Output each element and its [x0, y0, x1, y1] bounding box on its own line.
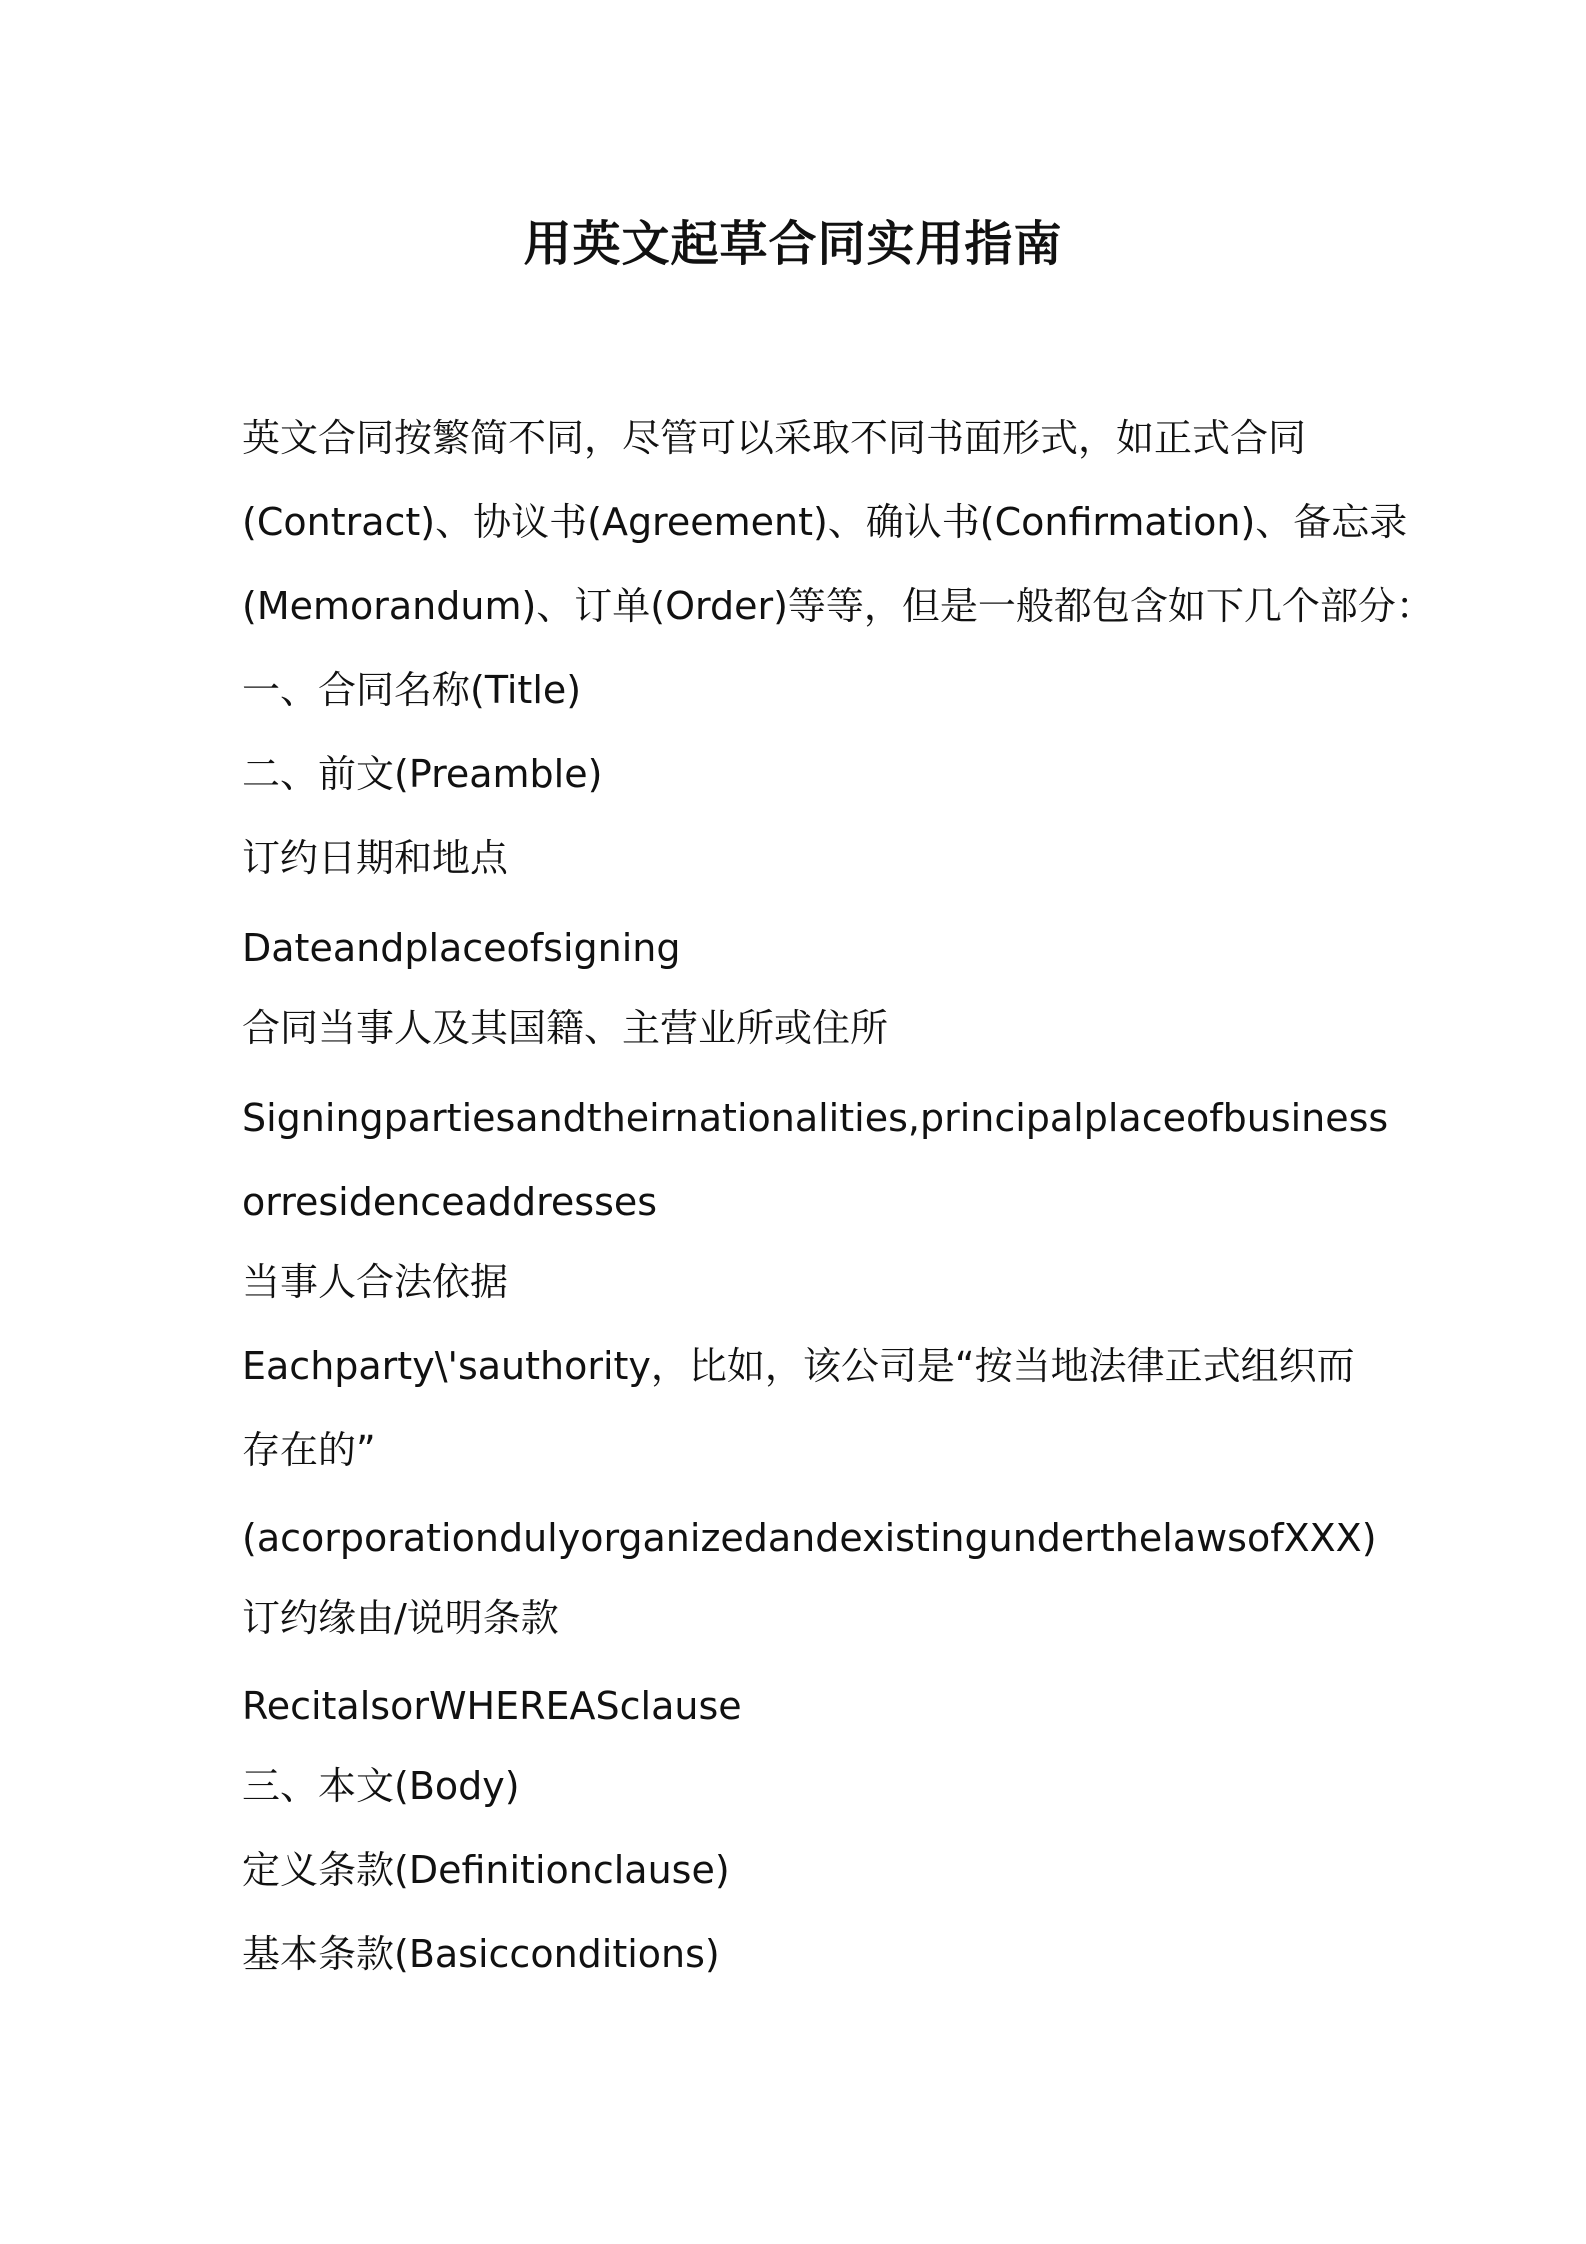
list-item: 基本条款(Basicconditions)	[242, 1932, 720, 1976]
list-item-translation: (acorporationdulyorganizedandexistingunderthelawsofXXX)	[242, 1516, 1377, 1560]
list-item: 定义条款(Definitionclause)	[242, 1848, 730, 1892]
list-item: 合同当事人及其国籍、主营业所或住所	[242, 1006, 889, 1050]
section-heading-title: 一、合同名称(Title)	[242, 668, 582, 712]
list-item-translation: 存在的”	[242, 1428, 376, 1472]
section-heading-body: 三、本文(Body)	[242, 1764, 520, 1808]
list-item: 当事人合法依据	[242, 1260, 509, 1304]
section-heading-preamble: 二、前文(Preamble)	[242, 752, 603, 796]
list-item-translation: Eachparty\'sauthority，比如，该公司是“按当地法律正式组织而	[242, 1344, 1355, 1388]
list-item-translation: RecitalsorWHEREASclause	[242, 1684, 742, 1728]
list-item-translation: orresidenceaddresses	[242, 1180, 658, 1224]
page-title: 用英文起草合同实用指南	[523, 216, 1063, 272]
list-item-translation: Signingpartiesandtheirnationalities,principalplaceofbusiness	[242, 1096, 1389, 1140]
list-item: 订约缘由/说明条款	[242, 1596, 559, 1640]
list-item-translation: Dateandplaceofsigning	[242, 926, 681, 970]
body-paragraph-line: (Contract)、协议书(Agreement)、确认书(Confirmation)、备忘录	[242, 500, 1408, 544]
list-item: 订约日期和地点	[242, 836, 509, 880]
body-paragraph-line: (Memorandum)、订单(Order)等等，但是一般都包含如下几个部分：	[242, 584, 1434, 628]
body-paragraph-line: 英文合同按繁简不同，尽管可以采取不同书面形式，如正式合同	[242, 416, 1307, 460]
